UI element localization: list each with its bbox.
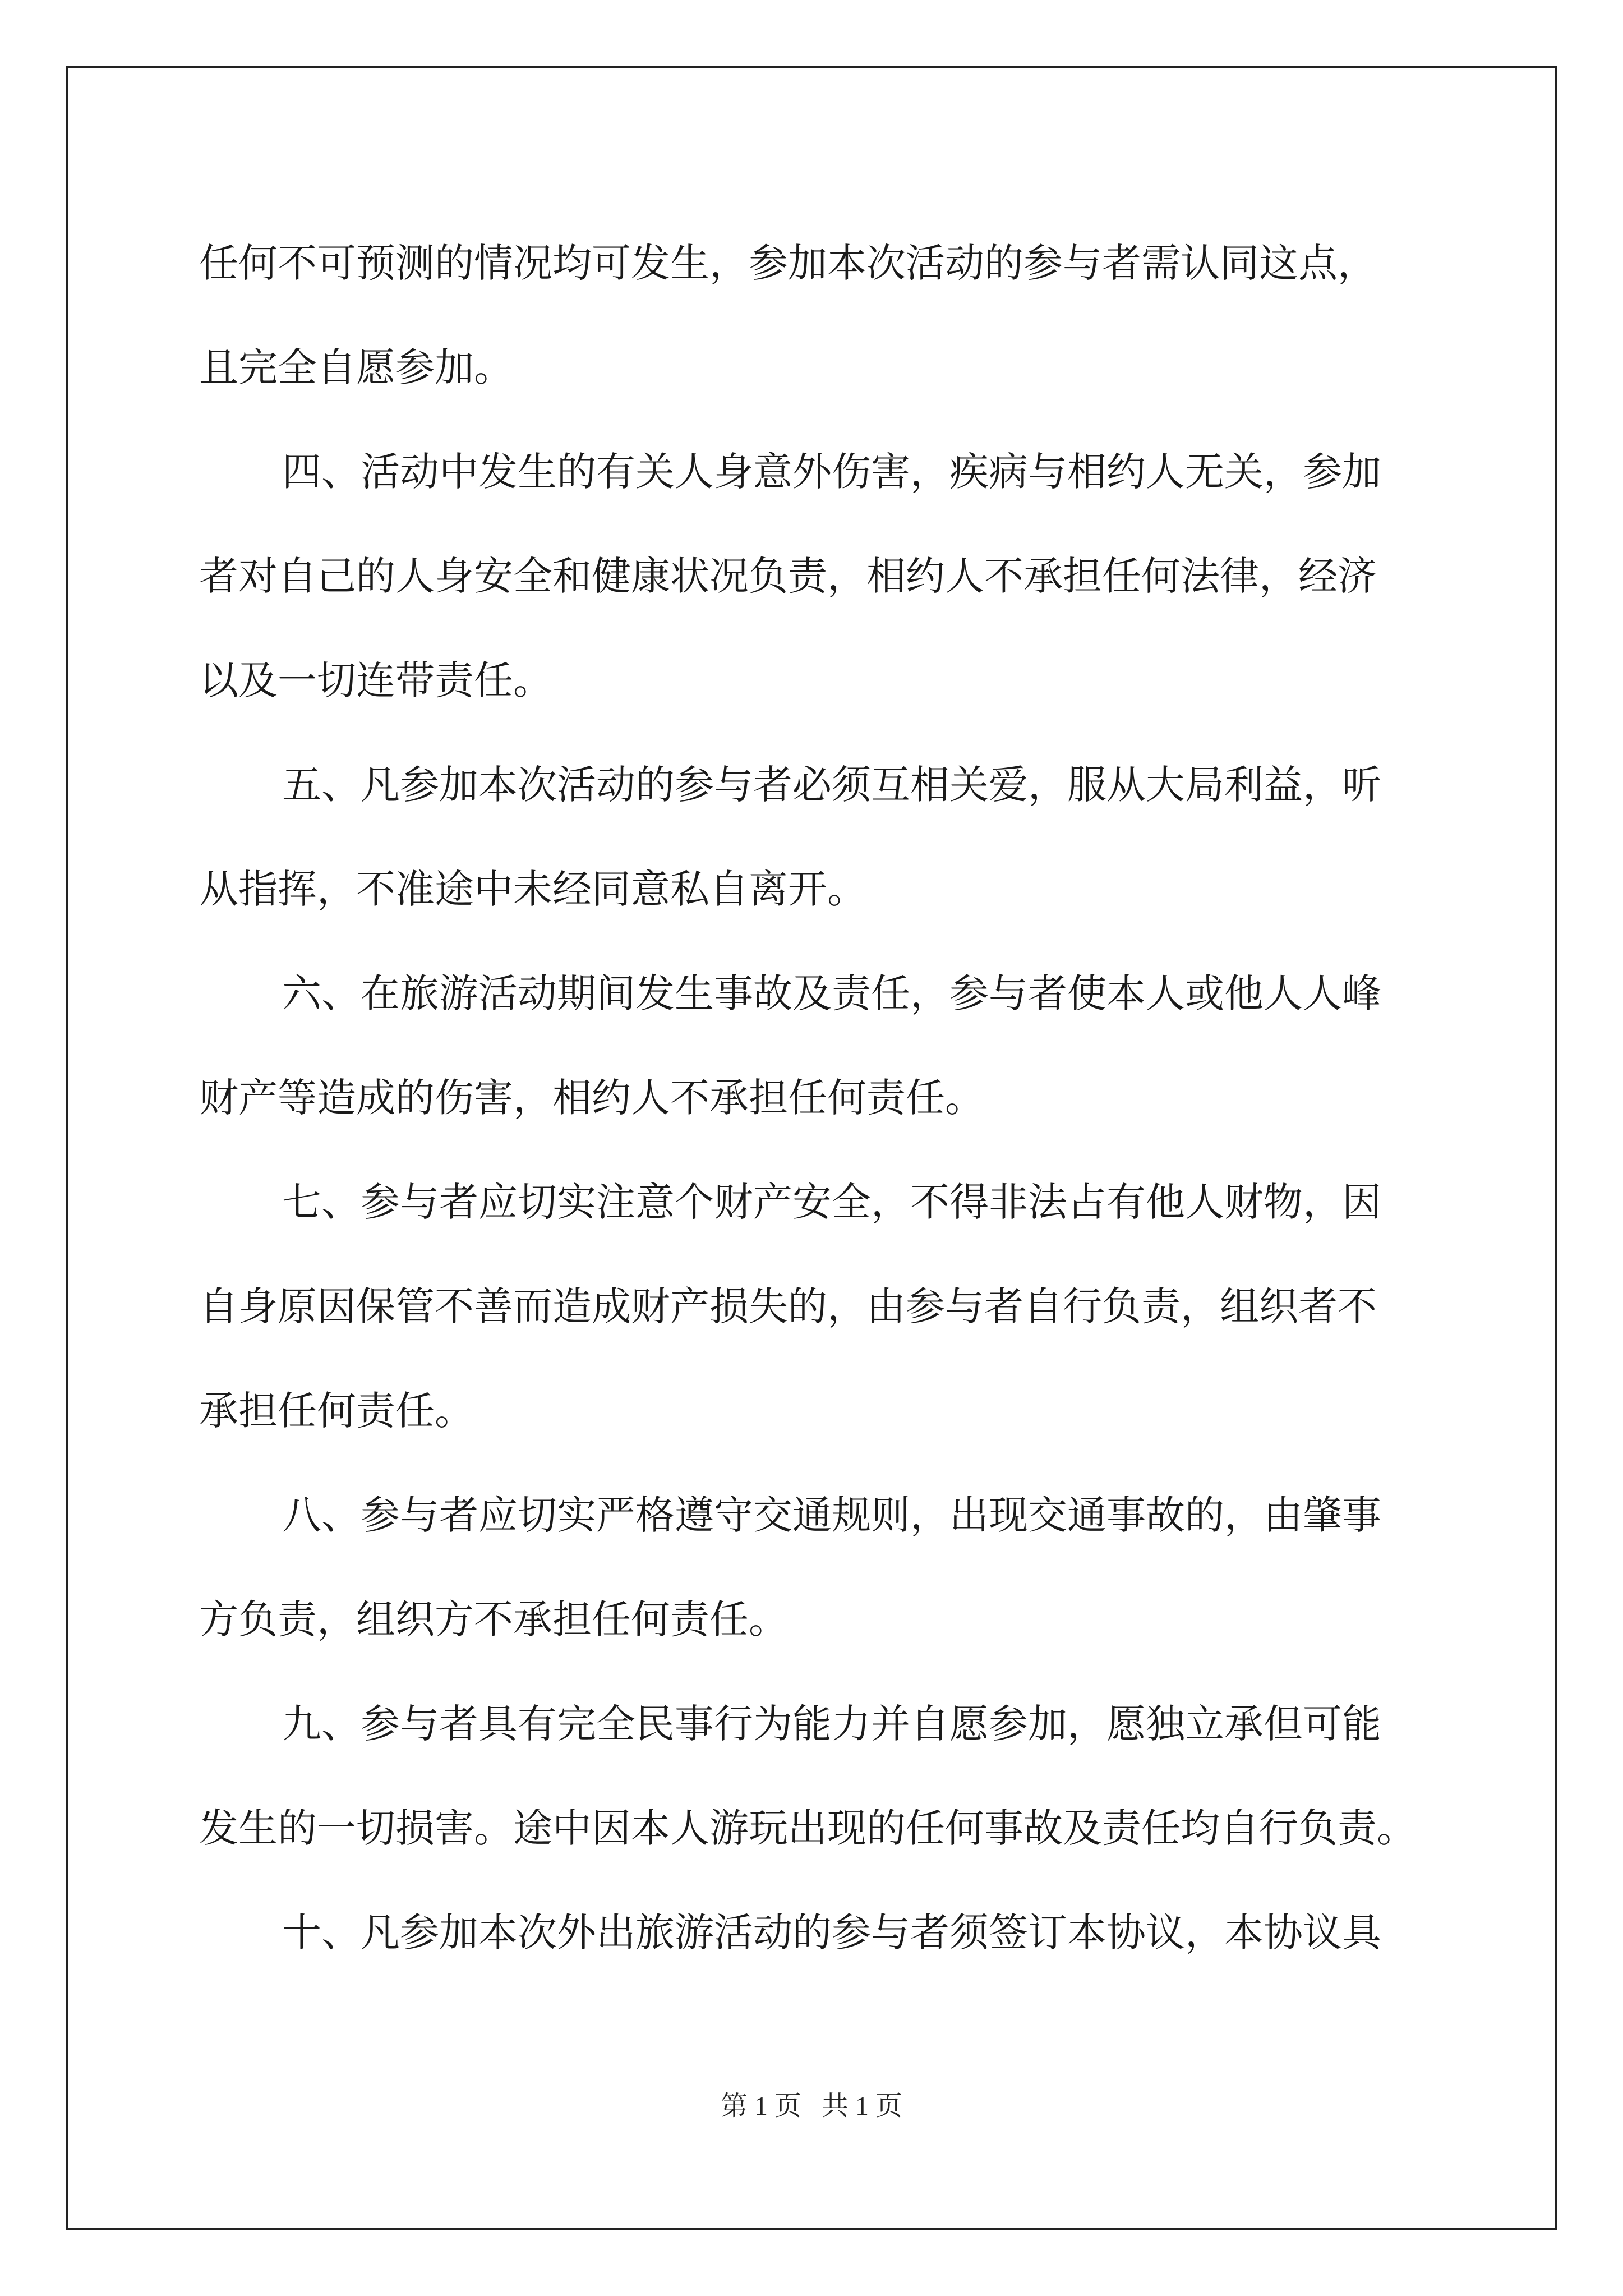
paragraph <box>199 733 1433 941</box>
text-line: 以及一切连带责任。 <box>199 657 552 703</box>
text-line: 八、参与者应切实严格遵守交通规则，出现交通事故的，由肇事 <box>282 1492 1381 1538</box>
text-line: 四、活动中发生的有关人身意外伤害，疾病与相约人无关，参加 <box>282 449 1381 495</box>
paragraph <box>199 941 1433 1150</box>
text-line: 承担任何责任。 <box>199 1388 474 1434</box>
text-line: 十、凡参加本次外出旅游活动的参与者须签订本协议，本协议具 <box>282 1910 1381 1955</box>
text-line: 任何不可预测的情况均可发生，参加本次活动的参与者需认同这点， <box>199 240 1377 286</box>
text-line: 自身原因保管不善而造成财产损失的，由参与者自行负责，组织者不 <box>199 1283 1377 1329</box>
paragraph <box>199 211 1433 420</box>
text-line: 方负责，组织方不承担任何责任。 <box>199 1596 788 1642</box>
text-line: 从指挥，不准途中未经同意私自离开。 <box>199 866 866 912</box>
text-line: 七、参与者应切实注意个财产安全，不得非法占有他人财物，因 <box>282 1179 1381 1225</box>
paragraph <box>199 420 1433 733</box>
text-line: 九、参与者具有完全民事行为能力并自愿参加，愿独立承但可能 <box>282 1701 1381 1747</box>
paragraph <box>199 1880 1433 1985</box>
text-line: 六、在旅游活动期间发生事故及责任，参与者使本人或他人人峰 <box>282 970 1381 1016</box>
text-line: 发生的一切损害。途中因本人游玩出现的任何事故及责任均自行负责。 <box>199 1805 1416 1851</box>
text-line: 财产等造成的伤害，相约人不承担任何责任。 <box>199 1075 984 1121</box>
document-body <box>199 211 1433 1985</box>
paragraph <box>199 1463 1433 1672</box>
page-total: 共 1 页 <box>822 2091 903 2121</box>
text-line: 者对自己的人身安全和健康状况负责，相约人不承担任何法律，经济 <box>199 553 1377 599</box>
text-line: 五、凡参加本次活动的参与者必须互相关爱，服从大局利益，听 <box>282 762 1381 808</box>
text-line: 且完全自愿参加。 <box>199 344 513 390</box>
paragraph <box>199 1150 1433 1463</box>
page-number: 第 1 页 <box>720 2091 801 2121</box>
paragraph <box>199 1672 1433 1880</box>
page-footer <box>0 2090 1623 2123</box>
